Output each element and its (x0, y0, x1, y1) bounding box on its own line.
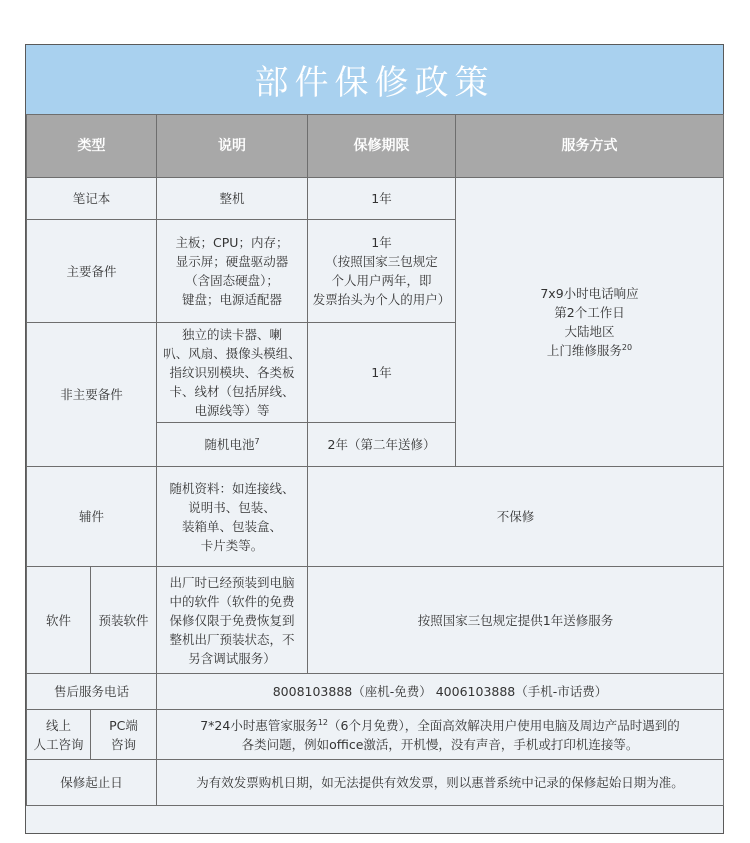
page-title: 部件保修政策 (254, 63, 495, 103)
desc-line: 保修仅限于免费恢复到 (169, 612, 295, 628)
service-line: 大陆地区 (564, 324, 615, 339)
accessories-type: 辅件 (27, 467, 157, 567)
online-text-line-2: 各类问题，例如office激活，开机慢，没有声音，手机或打印机连接等。 (241, 736, 639, 752)
period-line: 个人用户两年，即 (331, 273, 432, 288)
start-date-value: 为有效发票购机日期，如无法提供有效发票，则以惠普系统中记录的保修起始日期为准。 (157, 760, 724, 806)
online-label-line: 线上 (45, 717, 71, 733)
desc-line: 说明书、包装、 (188, 499, 276, 515)
row-hotline (27, 674, 724, 710)
accessories-policy: 不保修 (308, 467, 724, 567)
non-main-parts-type: 非主要备件 (27, 323, 157, 467)
non-main-parts-period: 1年 (308, 323, 456, 423)
desc-line: 键盘；电源适配器 (181, 292, 282, 307)
desc-line: 主板；CPU；内存； (175, 235, 289, 250)
main-parts-period (308, 220, 456, 323)
online-sublabel-line: 咨询 (110, 736, 136, 752)
header-service: 服务方式 (456, 115, 724, 178)
header-row (27, 115, 724, 178)
policy-table (26, 114, 724, 806)
desc-line: 叭、风扇、摄像头模组、 (163, 346, 301, 361)
online-text-line-1 (159, 716, 721, 735)
service-line-4: 上门维修服务 (546, 343, 622, 358)
period-line: 1年 (371, 235, 392, 250)
desc-line: 整机出厂预装状态，不 (169, 631, 295, 647)
period-line: （按照国家三包规定 (325, 254, 438, 269)
online-sublabel-line: PC端 (109, 717, 138, 733)
service-line (458, 341, 721, 360)
row-accessories (27, 467, 724, 567)
desc-line: （含固态硬盘）； (185, 273, 279, 288)
desc-line: 卡、线材（包括屏线、 (169, 384, 295, 399)
footnote-marker: 12 (317, 717, 329, 727)
notebook-period: 1年 (308, 178, 456, 220)
service-line: 第2个工作日 (554, 305, 625, 320)
online-text-pre: 7*24小时惠管家服务 (200, 717, 318, 733)
battery-period: 2年（第二年送修） (308, 423, 456, 467)
desc-line: 指纹识别模块、各类板 (169, 365, 295, 380)
desc-line: 出厂时已经预装到电脑 (169, 574, 295, 590)
online-text-post: （6个月免费），全面高效解决用户使用电脑及周边产品时遇到的 (328, 717, 680, 733)
footnote-marker: 20 (621, 342, 633, 352)
main-parts-type: 主要备件 (27, 220, 157, 323)
desc-line: 显示屏；硬盘驱动器 (175, 254, 289, 269)
battery-label: 随机电池 (204, 437, 255, 452)
online-label (27, 710, 91, 760)
online-sublabel (91, 710, 157, 760)
row-start-date (27, 760, 724, 806)
notebook-desc: 整机 (157, 178, 308, 220)
row-notebook (27, 178, 724, 220)
service-method (456, 178, 724, 467)
row-software (27, 567, 724, 674)
software-policy: 按照国家三包规定提供1年送修服务 (308, 567, 724, 674)
warranty-policy-table-frame (25, 44, 724, 834)
title-bar (26, 45, 723, 114)
desc-line: 独立的读卡器、喇 (181, 327, 282, 342)
row-online (27, 710, 724, 760)
accessories-desc (157, 467, 308, 567)
footnote-marker: 7 (254, 436, 260, 446)
desc-line: 中的软件（软件的免费 (169, 593, 295, 609)
header-desc: 说明 (157, 115, 308, 178)
service-line: 7x9小时电话响应 (540, 286, 639, 301)
main-parts-desc (157, 220, 308, 323)
software-desc (157, 567, 308, 674)
hotline-label: 售后服务电话 (27, 674, 157, 710)
period-line: 发票抬头为个人的用户） (312, 292, 451, 307)
desc-line: 随机资料：如连接线、 (169, 480, 295, 496)
desc-line: 卡片类等。 (200, 537, 264, 553)
software-subtype: 预装软件 (91, 567, 157, 674)
battery-desc (157, 423, 308, 467)
desc-line: 另含调试服务） (188, 650, 276, 666)
desc-line: 电源线等）等 (194, 403, 270, 418)
desc-line: 装箱单、包装盒、 (181, 518, 282, 534)
non-main-parts-desc (157, 323, 308, 423)
online-label-line: 人工咨询 (33, 736, 84, 752)
start-date-label: 保修起止日 (27, 760, 157, 806)
header-period: 保修期限 (308, 115, 456, 178)
notebook-type: 笔记本 (27, 178, 157, 220)
online-service-text (157, 710, 724, 760)
hotline-value: 8008103888（座机-免费） 4006103888（手机-市话费） (157, 674, 724, 710)
software-type: 软件 (27, 567, 91, 674)
header-type: 类型 (27, 115, 157, 178)
